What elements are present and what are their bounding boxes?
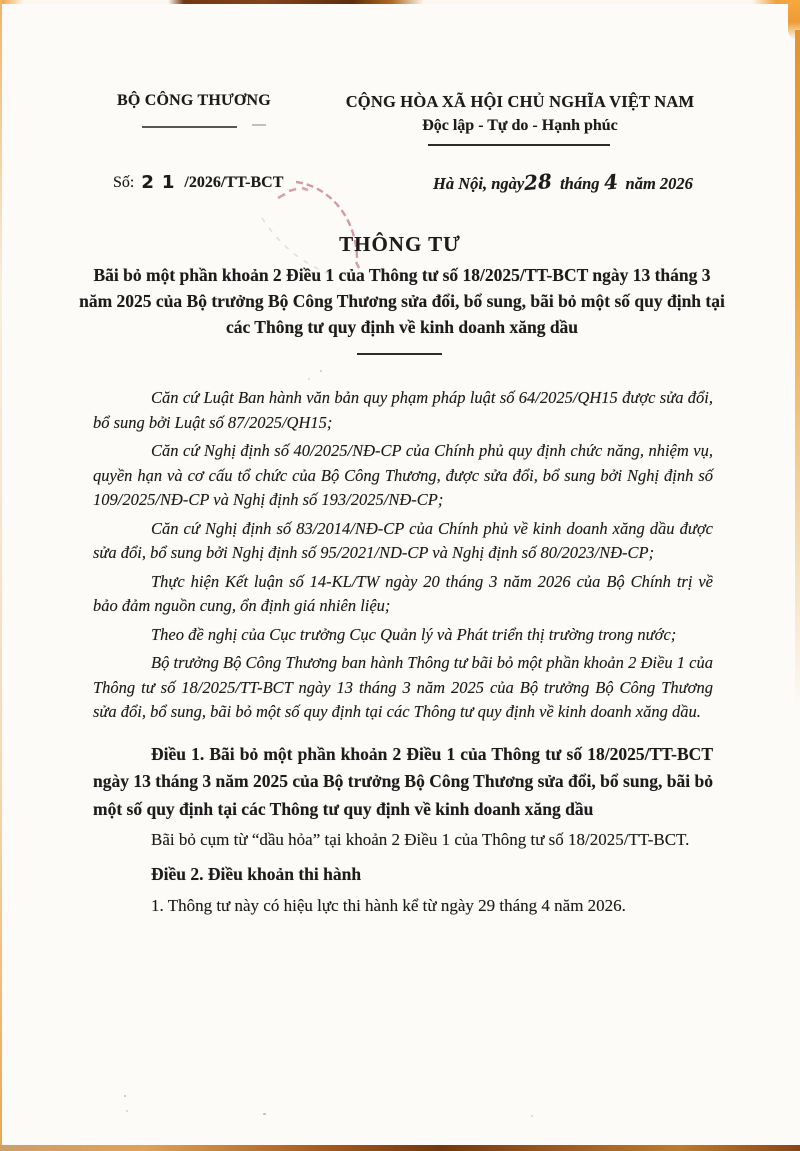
place-and-date bbox=[433, 170, 693, 194]
scan-speckle bbox=[531, 1115, 533, 1117]
document-number bbox=[113, 171, 283, 192]
document-number-label: Số: bbox=[113, 174, 135, 191]
national-motto: Độc lập - Tự do - Hạnh phúc bbox=[422, 117, 618, 134]
article-2-clause-1: 1. Thông tư này có hiệu lực thi hành kể từ ngày 29 tháng 4 năm 2026. bbox=[151, 895, 626, 915]
scan-speckle bbox=[263, 1113, 266, 1115]
document-type-title: THÔNG TƯ bbox=[339, 232, 461, 256]
scan-edge-bottom bbox=[0, 1145, 800, 1151]
title-divider bbox=[357, 353, 442, 355]
document-number-suffix: /2026/TT-BCT bbox=[184, 174, 284, 191]
scan-edge-left bbox=[0, 0, 2, 1151]
document-subject: Bãi bỏ một phần khoản 2 Điều 1 của Thông tư số 18/2025/TT-BCT ngày 13 tháng 3 năm 2025 của Bộ trưởng Bộ Công Thương sửa đổi, bổ sung, bãi bỏ một số quy định tại các Thông tư quy định về kinh doanh xăng dầu bbox=[79, 265, 725, 337]
preamble-paragraph: Bộ trưởng Bộ Công Thương ban hành Thông tư bãi bỏ một phần khoản 2 Điều 1 của Thông tư số 18/2025/TT-BCT ngày 13 tháng 3 năm 2025 của Bộ trưởng Bộ Công Thương sửa đổi, bổ sung, bãi bỏ một số quy định tại các Thông tư quy định về kinh doanh xăng dầu. bbox=[93, 653, 713, 721]
preamble-paragraph: Căn cứ Nghị định số 83/2014/NĐ-CP của Chính phủ về kinh doanh xăng dầu được sửa đổi, bổ sung bởi Nghị định số 95/2021/ND-CP và Nghị định số 80/2023/NĐ-CP; bbox=[93, 518, 713, 562]
scan-speckle bbox=[320, 370, 322, 372]
handwritten-month: 4 bbox=[602, 169, 619, 195]
article-1-heading: Điều 1. Bãi bỏ một phần khoản 2 Điều 1 của Thông tư số 18/2025/TT-BCT ngày 13 tháng 3 năm 2025 của Bộ trưởng Bộ Công Thương sửa đổi, bổ sung, bãi bỏ một số quy định tại các Thông tư quy định về kinh doanh xăng dầu bbox=[93, 743, 713, 819]
national-title: CỘNG HÒA XÃ HỘI CHỦ NGHĨA VIỆT NAM bbox=[345, 92, 695, 111]
date-month-word: tháng bbox=[560, 174, 600, 193]
handwritten-day: 28 bbox=[523, 168, 554, 196]
scan-edge-right bbox=[795, 30, 800, 710]
scan-smudge bbox=[252, 124, 266, 126]
scan-edge-top bbox=[0, 0, 800, 4]
article-2-heading: Điều 2. Điều khoản thi hành bbox=[151, 863, 362, 884]
agency-underline bbox=[142, 126, 237, 128]
document-body bbox=[93, 386, 713, 918]
preamble-paragraph: Căn cứ Luật Ban hành văn bản quy phạm pháp luật số 64/2025/QH15 được sửa đổi, bổ sung bởi Luật số 87/2025/QH15; bbox=[93, 388, 713, 432]
preamble-paragraph: Căn cứ Nghị định số 40/2025/NĐ-CP của Chính phủ quy định chức năng, nhiệm vụ, quyền hạn và cơ cấu tổ chức của Bộ Công Thương, được sửa đổi, bổ sung bởi Nghị định số 109/2025/NĐ-CP và Nghị định số 193/2025/NĐ-CP; bbox=[93, 441, 713, 509]
document-number-stamped: 21 bbox=[141, 172, 183, 193]
place-date-prefix: Hà Nội, ngày bbox=[433, 174, 525, 193]
issuing-agency: BỘ CÔNG THƯƠNG bbox=[117, 92, 271, 109]
preamble-paragraph: Theo đề nghị của Cục trưởng Cục Quản lý và Phát triển thị trường trong nước; bbox=[151, 624, 677, 644]
preamble-paragraph: Thực hiện Kết luận số 14-KL/TW ngày 20 tháng 3 năm 2026 của Bộ Chính trị về bảo đảm nguồn cung, ổn định giá nhiên liệu; bbox=[93, 571, 713, 615]
scan-speckle bbox=[126, 1110, 128, 1112]
motto-underline bbox=[428, 144, 610, 146]
scan-speckle bbox=[308, 378, 310, 380]
date-year: năm 2026 bbox=[625, 174, 693, 193]
scan-speckle bbox=[124, 1095, 126, 1097]
article-1-body: Bãi bỏ cụm từ “dầu hỏa” tại khoản 2 Điều 1 của Thông tư số 18/2025/TT-BCT. bbox=[151, 830, 690, 849]
